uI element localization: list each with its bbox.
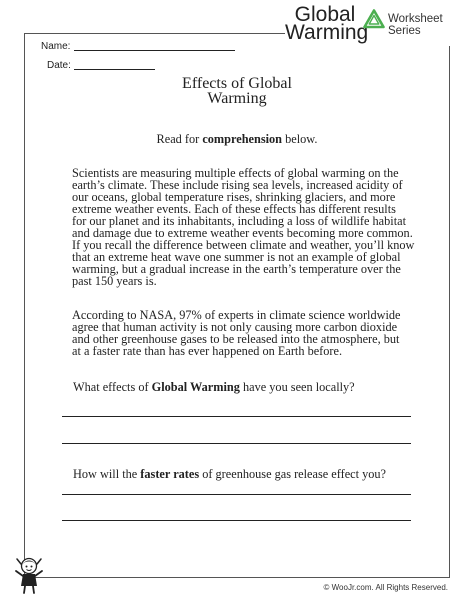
instructions <box>60 132 414 147</box>
name-field <box>41 41 241 55</box>
date-field <box>47 60 167 74</box>
question-1 <box>73 380 418 395</box>
para1-line: our oceans, global temperature rises, shrinking glaciers, and more <box>72 190 396 204</box>
para1-line: If you recall the difference between climate and weather, you’ll know <box>72 238 415 252</box>
para2-line: agree that human activity is not only causing more carbon dioxide <box>72 320 398 334</box>
q2-before: How will the <box>73 467 141 481</box>
q1-bold: Global Warming <box>151 380 240 394</box>
q2-after: of greenhouse gas release effect you? <box>199 467 387 481</box>
brand-title-line2: Warming <box>285 21 369 44</box>
title-line1: Effects of Global <box>182 75 292 92</box>
para1-line: extreme weather events. Each of these effects has different results <box>72 202 396 216</box>
name-line[interactable] <box>74 50 235 51</box>
paragraph-1 <box>72 167 417 287</box>
name-label: Name: <box>41 41 71 52</box>
para2-line: at a faster rate than has ever happened on Earth before. <box>72 344 343 358</box>
paragraph-2 <box>72 309 417 357</box>
instructions-bold: comprehension <box>202 132 283 146</box>
instructions-before: Read for <box>156 132 203 146</box>
answer-line[interactable] <box>62 520 411 521</box>
para1-line: Scientists are measuring multiple effects of global warming on the <box>72 166 399 180</box>
para2-line: and other greenhouse gases to be released into the atmosphere, but <box>72 332 400 346</box>
q2-bold: faster rates <box>140 467 200 481</box>
para1-line: earth’s climate. These include rising sea levels, increased acidity of <box>72 178 403 192</box>
question-2 <box>73 467 418 482</box>
brand-title-line1: Global <box>294 3 356 26</box>
answer-line[interactable] <box>62 443 411 444</box>
brand-title <box>285 3 369 44</box>
para1-line: and damage due to extreme weather events becoming more common. <box>72 226 413 240</box>
instructions-after: below. <box>282 132 318 146</box>
child-mascot-icon <box>12 555 46 595</box>
para1-line: past 150 years is. <box>72 274 157 288</box>
q1-before: What effects of <box>73 380 152 394</box>
answer-line[interactable] <box>62 416 411 417</box>
para1-line: that an extreme heat wave one summer is not an example of global <box>72 250 401 264</box>
q1-after: have you seen locally? <box>239 380 355 394</box>
copyright-text: © WooJr.com. All Rights Reserved. <box>323 583 448 592</box>
date-line[interactable] <box>74 69 155 70</box>
worksheet-border <box>24 33 450 578</box>
answer-line[interactable] <box>62 494 411 495</box>
brand-series: Worksheet Series <box>388 13 443 37</box>
para1-line: warming, but a gradual increase in the earth’s temperature over the <box>72 262 401 276</box>
date-label: Date: <box>47 60 71 71</box>
para1-line: for our planet and its inhabitants, including a loss of wildlife habitat <box>72 214 406 228</box>
worksheet-title <box>130 76 344 106</box>
title-line2: Warming <box>207 90 267 107</box>
para2-line: According to NASA, 97% of experts in climate science worldwide <box>72 308 401 322</box>
recycle-triangle-icon <box>363 9 385 29</box>
brand-header <box>285 2 470 46</box>
